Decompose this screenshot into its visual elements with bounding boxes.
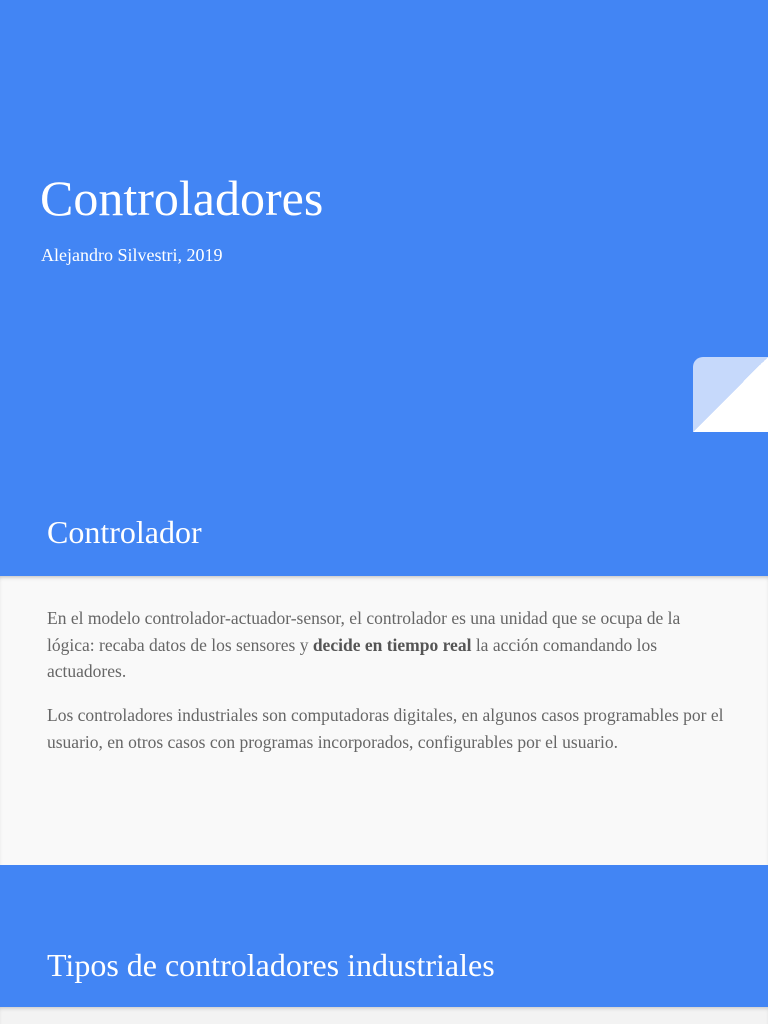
slide-title: Controladores <box>40 170 324 226</box>
next-section-header <box>0 865 768 1007</box>
paragraph-1 <box>47 605 727 685</box>
section-content <box>0 576 768 865</box>
section-header <box>0 490 768 576</box>
page-fold-decoration <box>693 357 768 432</box>
paragraph-2: Los controladores industriales son computadoras digitales, en algunos casos programables por el usuario, en otros casos con programas incorporados, configurables por el usuario. <box>47 705 724 752</box>
next-section-heading: Tipos de controladores industriales <box>47 947 495 983</box>
paragraph-1-start: En el modelo controlador-actuador-sensor, el controlador es una unidad que se ocupa de la lógica: recaba datos de los sensores y <box>47 608 681 655</box>
slide-subtitle: Alejandro Silvestri, 2019 <box>41 245 223 265</box>
next-slide-edge <box>0 1007 768 1024</box>
section-heading: Controlador <box>47 514 202 550</box>
paragraph-1-end: la acción comandando los actuadores. <box>47 634 658 681</box>
paragraph-1-emphasis: decide en tiempo real <box>312 634 472 655</box>
